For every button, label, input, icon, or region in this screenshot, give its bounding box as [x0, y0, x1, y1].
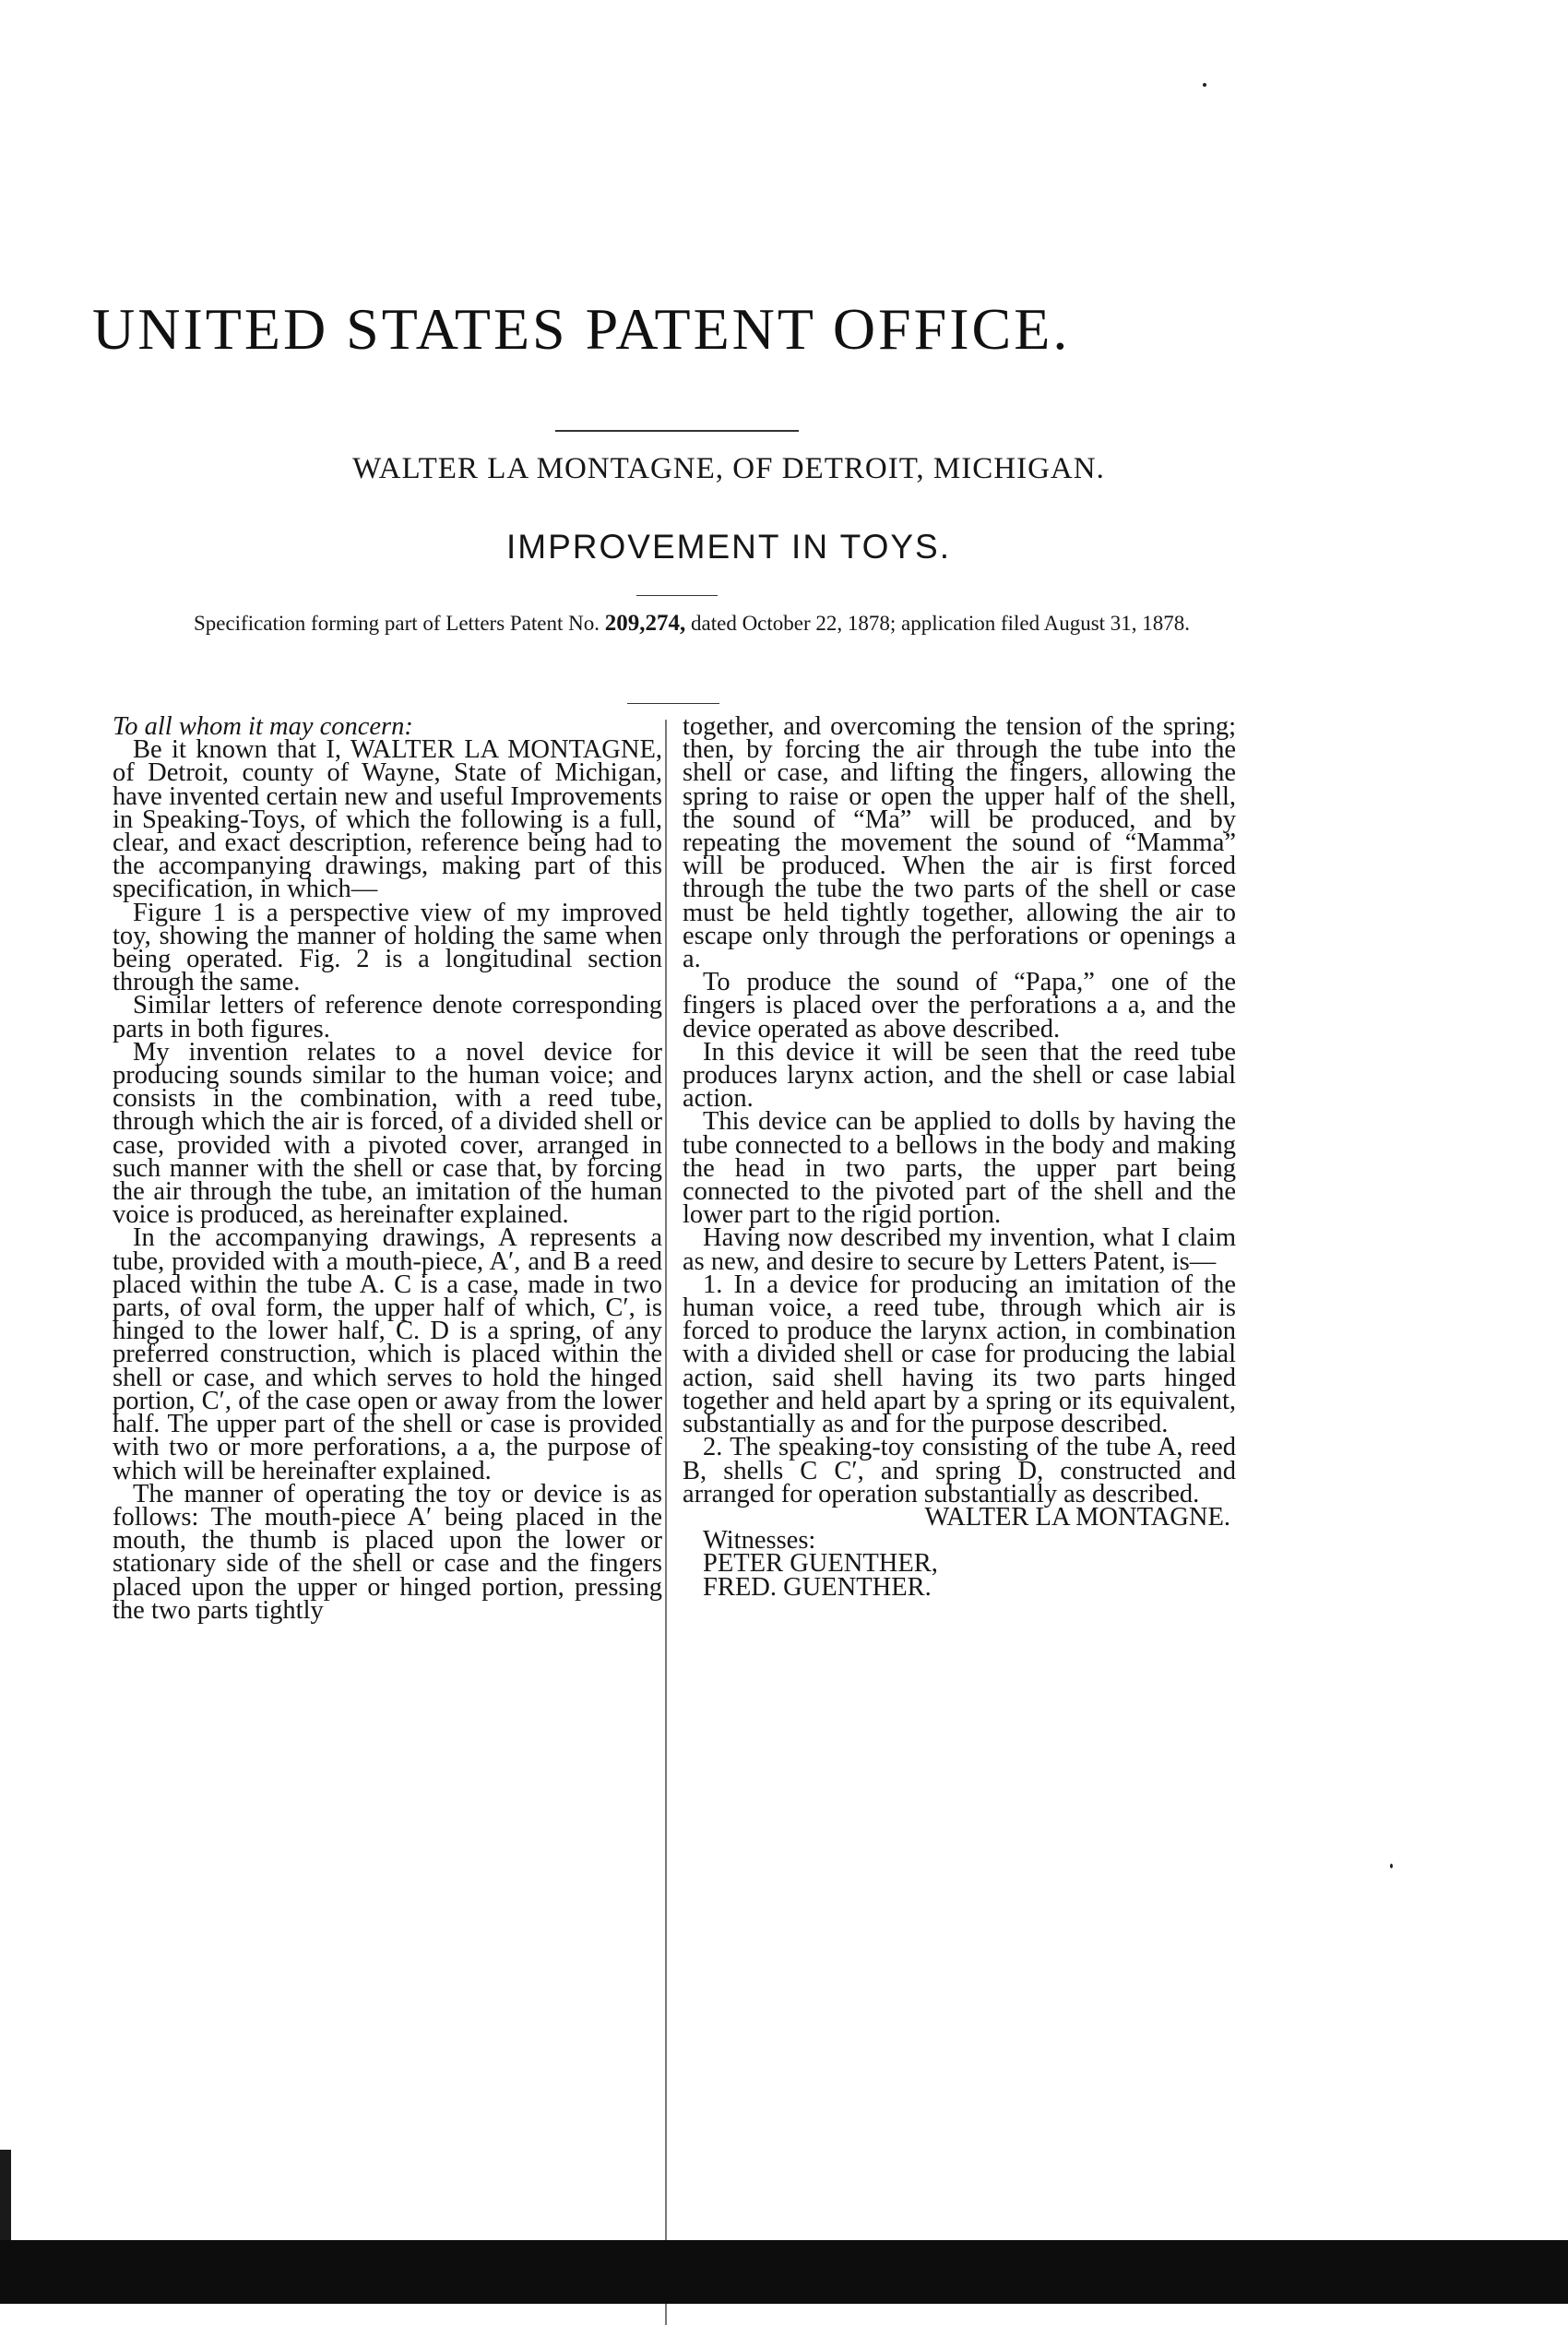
paragraph: In the accompanying drawings, A represents a tube, provided with a mouth-piece, A′, and B a reed placed within the tube A. C is a case, made in two parts, of oval form, the upper half of which, C′, is hinged to the lower half, C. D is a spring, of any preferred construction, which is placed within the shell or case, and which serves to hold the hinged portion, C′, of the case open or away from the lower half. The upper part of the shell or case is provided with two or more perforations, a a, the purpose of which will be hereinafter explained.: [113, 1223, 662, 1485]
paragraph: This device can be applied to dolls by having the tube connected to a bellows in the body and making the head in two parts, the upper part being connected to the pivoted part of the shell and the lower part to the rigid portion.: [683, 1107, 1236, 1230]
specification-line: [148, 611, 1236, 637]
left-column: [113, 712, 662, 1625]
scan-border-bar: [0, 2240, 1568, 2304]
patent-number: 209,274,: [604, 611, 686, 636]
inventor-line: WALTER LA MONTAGNE, OF DETROIT, MICHIGAN.: [352, 452, 1105, 485]
subject-divider: [636, 595, 718, 596]
witnesses-label: Witnesses:: [703, 1526, 816, 1556]
spec-suffix: dated October 22, 1878; application filed August 31, 1878.: [691, 612, 1191, 635]
right-column: [683, 712, 1236, 1602]
column-divider: [665, 720, 667, 2325]
paragraph: In this device it will be seen that the reed tube produces larynx action, and the shell or case labial action.: [683, 1037, 1236, 1114]
inventor-signature: WALTER LA MONTAGNE.: [924, 1502, 1230, 1532]
paragraph: Similar letters of reference denote corresponding parts in both figures.: [113, 991, 662, 1043]
paragraph: The manner of operating the toy or device is as follows: The mouth-piece A′ being placed in the mouth, the thumb is placed upon the lower or stationary side of the shell or case and the fingers placed upon the upper or hinged portion, pressing the two parts tightly: [113, 1479, 662, 1625]
paragraph: Be it known that I, WALTER LA MONTAGNE, of Detroit, county of Wayne, State of Michigan, have invented certain new and useful Improvements in Speaking-Toys, of which the following is a full, clear, and exact description, reference being had to the accompanying drawings, making part of this specification, in which—: [113, 735, 662, 904]
scan-edge-shadow: [0, 2150, 11, 2240]
spec-prefix: Specification forming part of Letters Patent No.: [193, 612, 600, 635]
paragraph: together, and overcoming the tension of the spring; then, by forcing the air through the tube into the shell or case, and lifting the fingers, allowing the spring to raise or open the upper half of the shell, the sound of “Ma” will be produced, and by repeating the movement the sound of “Mamma” will be produced. When the air is first forced through the tube the two parts of the shell or case must be held tightly together, allowing the air to escape only through the perforations or openings a a.: [683, 712, 1236, 974]
office-title: UNITED STATES PATENT OFFICE.: [92, 296, 1071, 362]
paragraph: My invention relates to a novel device for producing sounds similar to the human voice; and consists in the combination, with a reed tube, through which the air is forced, of a divided shell or case, provided with a pivoted cover, arranged in such manner with the shell or case that, by forcing the air through the tube, an imitation of the human voice is produced, as hereinafter explained.: [113, 1037, 662, 1230]
salutation: To all whom it may concern:: [113, 712, 413, 741]
scan-speck: [1390, 1864, 1393, 1868]
claim: 1. In a device for producing an imitation of the human voice, a reed tube, through which air is forced to produce the larynx action, in combination with a divided shell or case for producing the labial action, said shell having its two parts hinged together and held apart by a spring or its equivalent, substantially as and for the purpose described.: [683, 1270, 1236, 1439]
scan-speck: [1203, 83, 1206, 87]
claim: 2. The speaking-toy consisting of the tube A, reed B, shells C C′, and spring D, constructed and arranged for operation substantially as described.: [683, 1433, 1236, 1508]
witness-name: PETER GUENTHER,: [703, 1549, 938, 1579]
paragraph: Figure 1 is a perspective view of my improved toy, showing the manner of holding the same when being operated. Fig. 2 is a longitudinal section through the same.: [113, 898, 662, 997]
paragraph: Having now described my invention, what I claim as new, and desire to secure by Letters Patent, is—: [683, 1223, 1236, 1276]
witness-name: FRED. GUENTHER.: [703, 1572, 932, 1602]
paragraph: To produce the sound of “Papa,” one of the fingers is placed over the perforations a a, and the device operated as above described.: [683, 968, 1236, 1043]
document-subject: IMPROVEMENT IN TOYS.: [505, 528, 952, 566]
spec-divider: [627, 703, 719, 704]
title-divider: [555, 430, 799, 432]
